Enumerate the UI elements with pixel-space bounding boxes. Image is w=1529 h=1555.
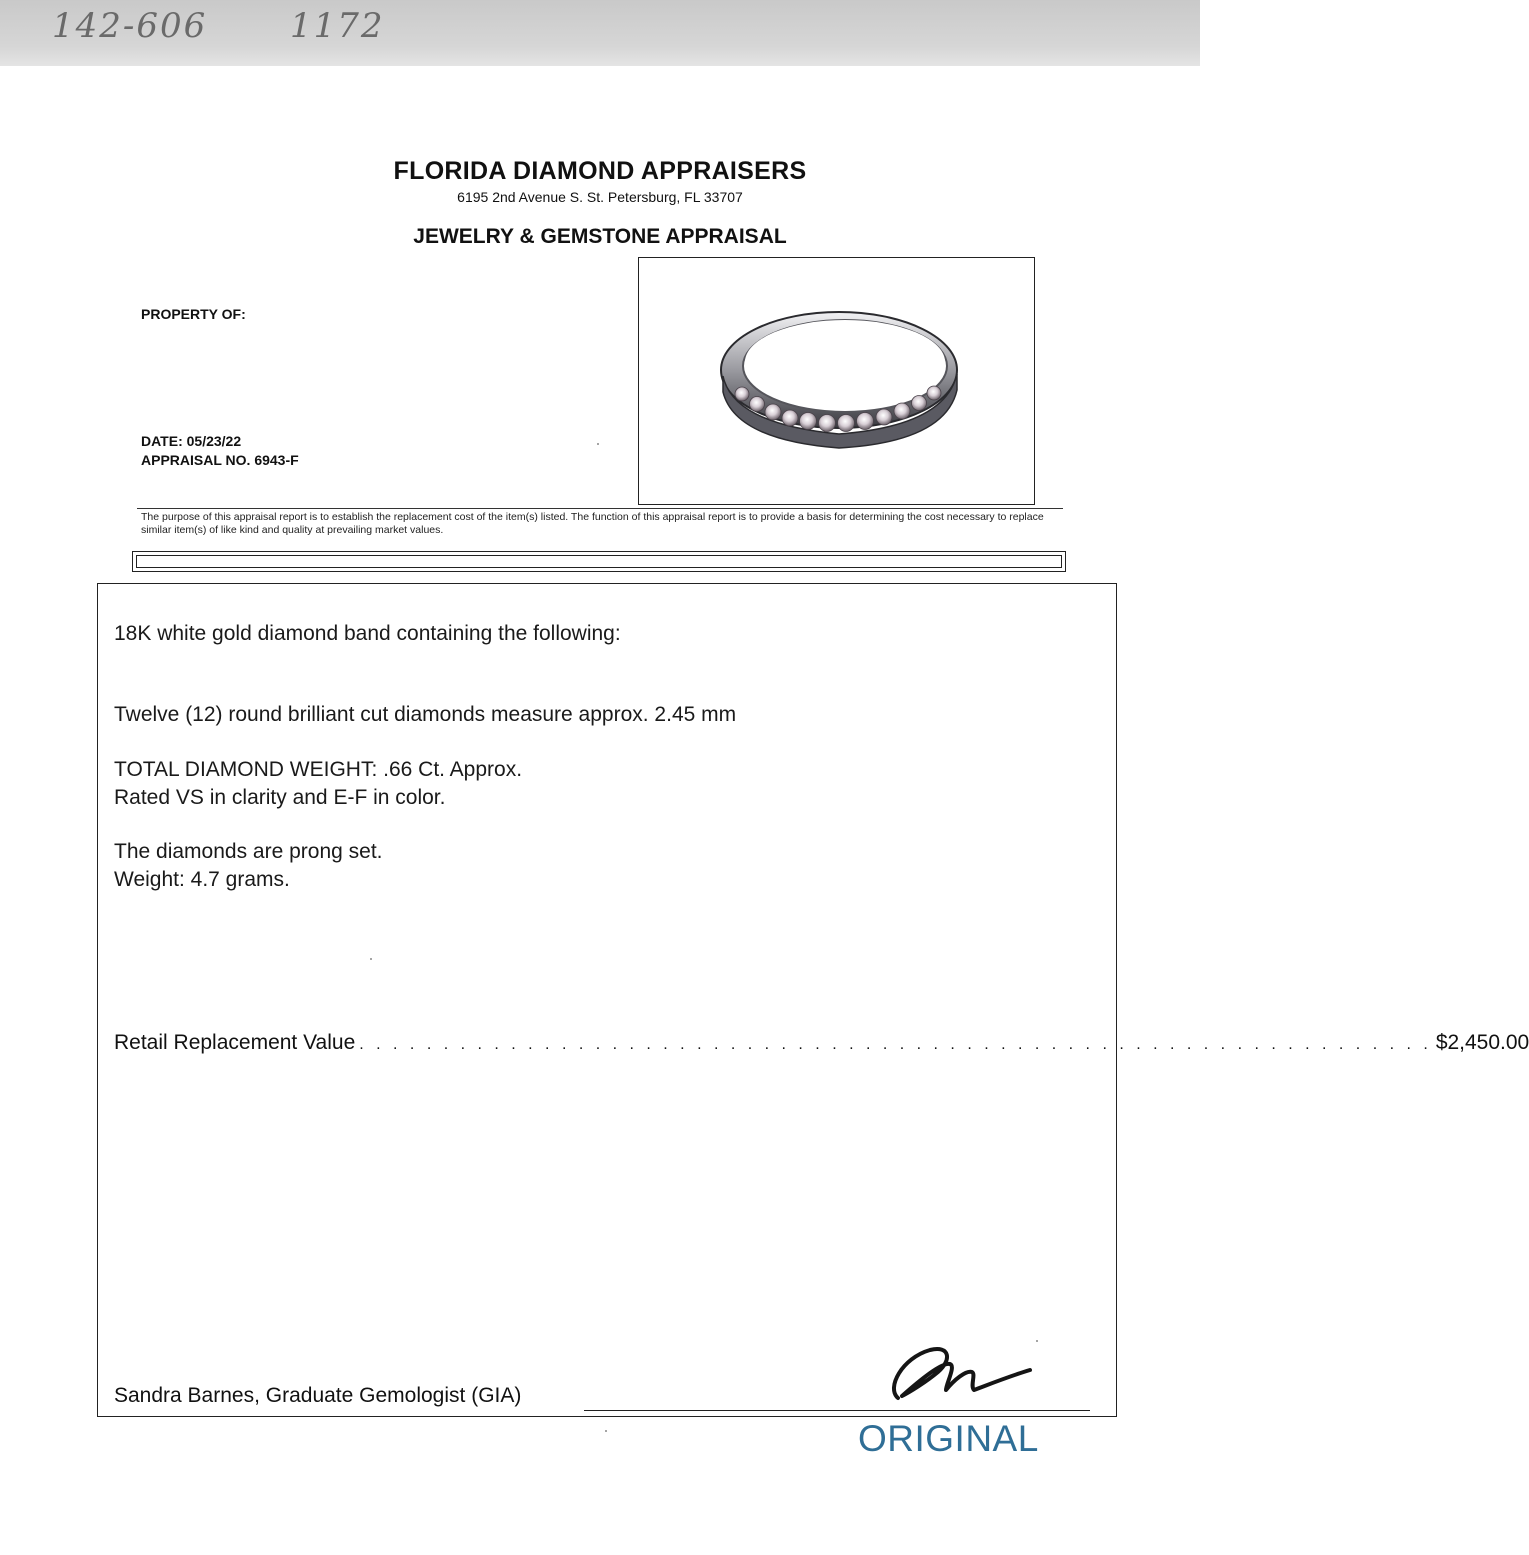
scan-speck — [370, 958, 372, 960]
diamond-band-image — [639, 258, 1034, 504]
metal-weight: Weight: 4.7 grams. — [114, 868, 290, 891]
original-stamp: ORIGINAL — [858, 1418, 1039, 1459]
diamond-rating: Rated VS in clarity and E-F in color. — [114, 786, 446, 809]
signature-line — [584, 1410, 1090, 1411]
total-diamond-weight: TOTAL DIAMOND WEIGHT: .66 Ct. Approx. — [114, 758, 523, 781]
double-rule-bar — [132, 551, 1066, 572]
scan-speck — [605, 1430, 607, 1432]
purpose-statement: The purpose of this appraisal report is to establish the replacement cost of the item(s) listed. The function of this appraisal report is to provide a basis for determining the cost necessary to replace similar item(s) of like kind and quality at prevailing market values. — [141, 511, 1044, 536]
leader-dots: . . . . . . . . . . . . . . . . . . . . . . . . . . . . . . . . . . . . . . . . . . . . . . . . . . . . . . . . . . . . . . . . — [359, 1036, 1432, 1053]
appraiser-name: Sandra Barnes, Graduate Gemologist (GIA) — [114, 1384, 522, 1407]
property-of-label: PROPERTY OF: — [141, 306, 246, 322]
appraisal-number: APPRAISAL NO. 6943-F — [141, 452, 299, 468]
retail-value-amount: $2,450.00 — [1435, 1031, 1529, 1054]
item-description: 18K white gold diamond band containing the following: — [114, 622, 621, 645]
handwritten-note-right: 1172 — [290, 6, 385, 46]
handwritten-note-left: 142-606 — [52, 6, 208, 46]
company-name: FLORIDA DIAMOND APPRAISERS — [393, 157, 807, 185]
retail-value-row — [114, 1031, 1529, 1055]
scan-speck — [597, 443, 599, 445]
appraiser-signature — [880, 1340, 1050, 1410]
document-title: JEWELRY & GEMSTONE APPRAISAL — [413, 225, 787, 248]
scan-speck — [1036, 1340, 1038, 1342]
double-rule-inner — [136, 555, 1062, 568]
purpose-divider — [137, 508, 1063, 509]
appraisal-date: DATE: 05/23/22 — [141, 433, 242, 449]
setting-description: The diamonds are prong set. — [114, 840, 383, 863]
stones-description: Twelve (12) round brilliant cut diamonds measure approx. 2.45 mm — [114, 703, 737, 726]
company-address: 6195 2nd Avenue S. St. Petersburg, FL 33707 — [457, 189, 743, 205]
retail-value-label: Retail Replacement Value — [114, 1031, 356, 1054]
ring-photo — [638, 257, 1035, 505]
